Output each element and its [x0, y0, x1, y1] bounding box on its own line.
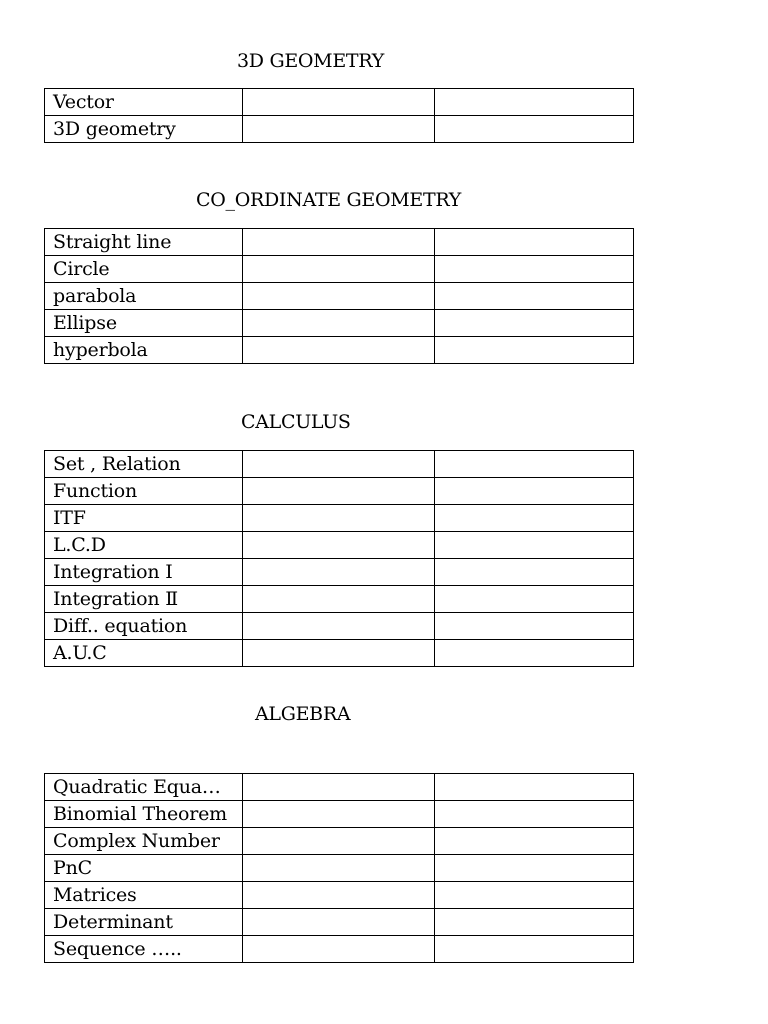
empty-cell[interactable]: [243, 505, 434, 532]
topic-cell: Matrices: [45, 882, 243, 909]
table-row: [45, 337, 634, 364]
empty-cell[interactable]: [243, 586, 434, 613]
empty-cell[interactable]: [434, 532, 633, 559]
empty-cell[interactable]: [243, 828, 434, 855]
empty-cell[interactable]: [243, 451, 434, 478]
empty-cell[interactable]: [434, 116, 633, 143]
empty-cell[interactable]: [243, 559, 434, 586]
empty-cell[interactable]: [434, 229, 633, 256]
table-row: [45, 774, 634, 801]
empty-cell[interactable]: [434, 909, 633, 936]
topic-cell: A.U.C: [45, 640, 243, 667]
empty-cell[interactable]: [434, 936, 633, 963]
topic-cell: Determinant: [45, 909, 243, 936]
empty-cell[interactable]: [434, 89, 633, 116]
table-row: [45, 451, 634, 478]
topic-cell: Set , Relation: [45, 451, 243, 478]
empty-cell[interactable]: [434, 337, 633, 364]
empty-cell[interactable]: [434, 640, 633, 667]
topic-cell: Straight line: [45, 229, 243, 256]
empty-cell[interactable]: [243, 774, 434, 801]
topic-cell: 3D geometry: [45, 116, 243, 143]
empty-cell[interactable]: [243, 532, 434, 559]
table-row: [45, 116, 634, 143]
topic-cell: Quadratic Equa…: [45, 774, 243, 801]
table-row: [45, 229, 634, 256]
table-row: [45, 909, 634, 936]
section-title: CO_ORDINATE GEOMETRY: [196, 189, 462, 211]
table-row: [45, 89, 634, 116]
table-row: [45, 640, 634, 667]
topic-table: [44, 88, 634, 143]
empty-cell[interactable]: [434, 828, 633, 855]
table-row: [45, 828, 634, 855]
empty-cell[interactable]: [434, 586, 633, 613]
topic-cell: PnC: [45, 855, 243, 882]
table-row: [45, 505, 634, 532]
empty-cell[interactable]: [434, 478, 633, 505]
topic-cell: Sequence …..: [45, 936, 243, 963]
empty-cell[interactable]: [243, 478, 434, 505]
table-row: [45, 283, 634, 310]
table-row: [45, 613, 634, 640]
table-row: [45, 256, 634, 283]
empty-cell[interactable]: [243, 640, 434, 667]
empty-cell[interactable]: [434, 801, 633, 828]
table-row: [45, 586, 634, 613]
table-row: [45, 559, 634, 586]
empty-cell[interactable]: [243, 855, 434, 882]
empty-cell[interactable]: [243, 89, 434, 116]
table-row: [45, 882, 634, 909]
section-title: ALGEBRA: [255, 703, 351, 725]
table-row: [45, 532, 634, 559]
empty-cell[interactable]: [434, 559, 633, 586]
topic-cell: parabola: [45, 283, 243, 310]
section-title: 3D GEOMETRY: [237, 50, 384, 72]
table-row: [45, 478, 634, 505]
topic-cell: L.C.D: [45, 532, 243, 559]
empty-cell[interactable]: [243, 229, 434, 256]
topic-cell: Integration Ⅰ: [45, 559, 243, 586]
topic-cell: Diff.. equation: [45, 613, 243, 640]
topic-cell: hyperbola: [45, 337, 243, 364]
empty-cell[interactable]: [434, 256, 633, 283]
empty-cell[interactable]: [434, 882, 633, 909]
topic-cell: Circle: [45, 256, 243, 283]
topic-table: [44, 228, 634, 364]
empty-cell[interactable]: [243, 801, 434, 828]
empty-cell[interactable]: [434, 505, 633, 532]
empty-cell[interactable]: [243, 909, 434, 936]
table-row: [45, 310, 634, 337]
topic-cell: Ellipse: [45, 310, 243, 337]
topic-cell: ITF: [45, 505, 243, 532]
topic-cell: Function: [45, 478, 243, 505]
empty-cell[interactable]: [434, 855, 633, 882]
topic-cell: Complex Number: [45, 828, 243, 855]
table-row: [45, 801, 634, 828]
empty-cell[interactable]: [434, 283, 633, 310]
empty-cell[interactable]: [243, 882, 434, 909]
topic-cell: Integration Ⅱ: [45, 586, 243, 613]
empty-cell[interactable]: [434, 774, 633, 801]
topic-cell: Binomial Theorem: [45, 801, 243, 828]
empty-cell[interactable]: [243, 310, 434, 337]
empty-cell[interactable]: [434, 613, 633, 640]
empty-cell[interactable]: [243, 283, 434, 310]
empty-cell[interactable]: [434, 451, 633, 478]
empty-cell[interactable]: [243, 613, 434, 640]
table-row: [45, 855, 634, 882]
empty-cell[interactable]: [243, 256, 434, 283]
table-row: [45, 936, 634, 963]
empty-cell[interactable]: [243, 116, 434, 143]
empty-cell[interactable]: [243, 936, 434, 963]
topic-cell: Vector: [45, 89, 243, 116]
topic-table: [44, 450, 634, 667]
section-title: CALCULUS: [241, 411, 351, 433]
topic-table: [44, 773, 634, 963]
empty-cell[interactable]: [434, 310, 633, 337]
empty-cell[interactable]: [243, 337, 434, 364]
